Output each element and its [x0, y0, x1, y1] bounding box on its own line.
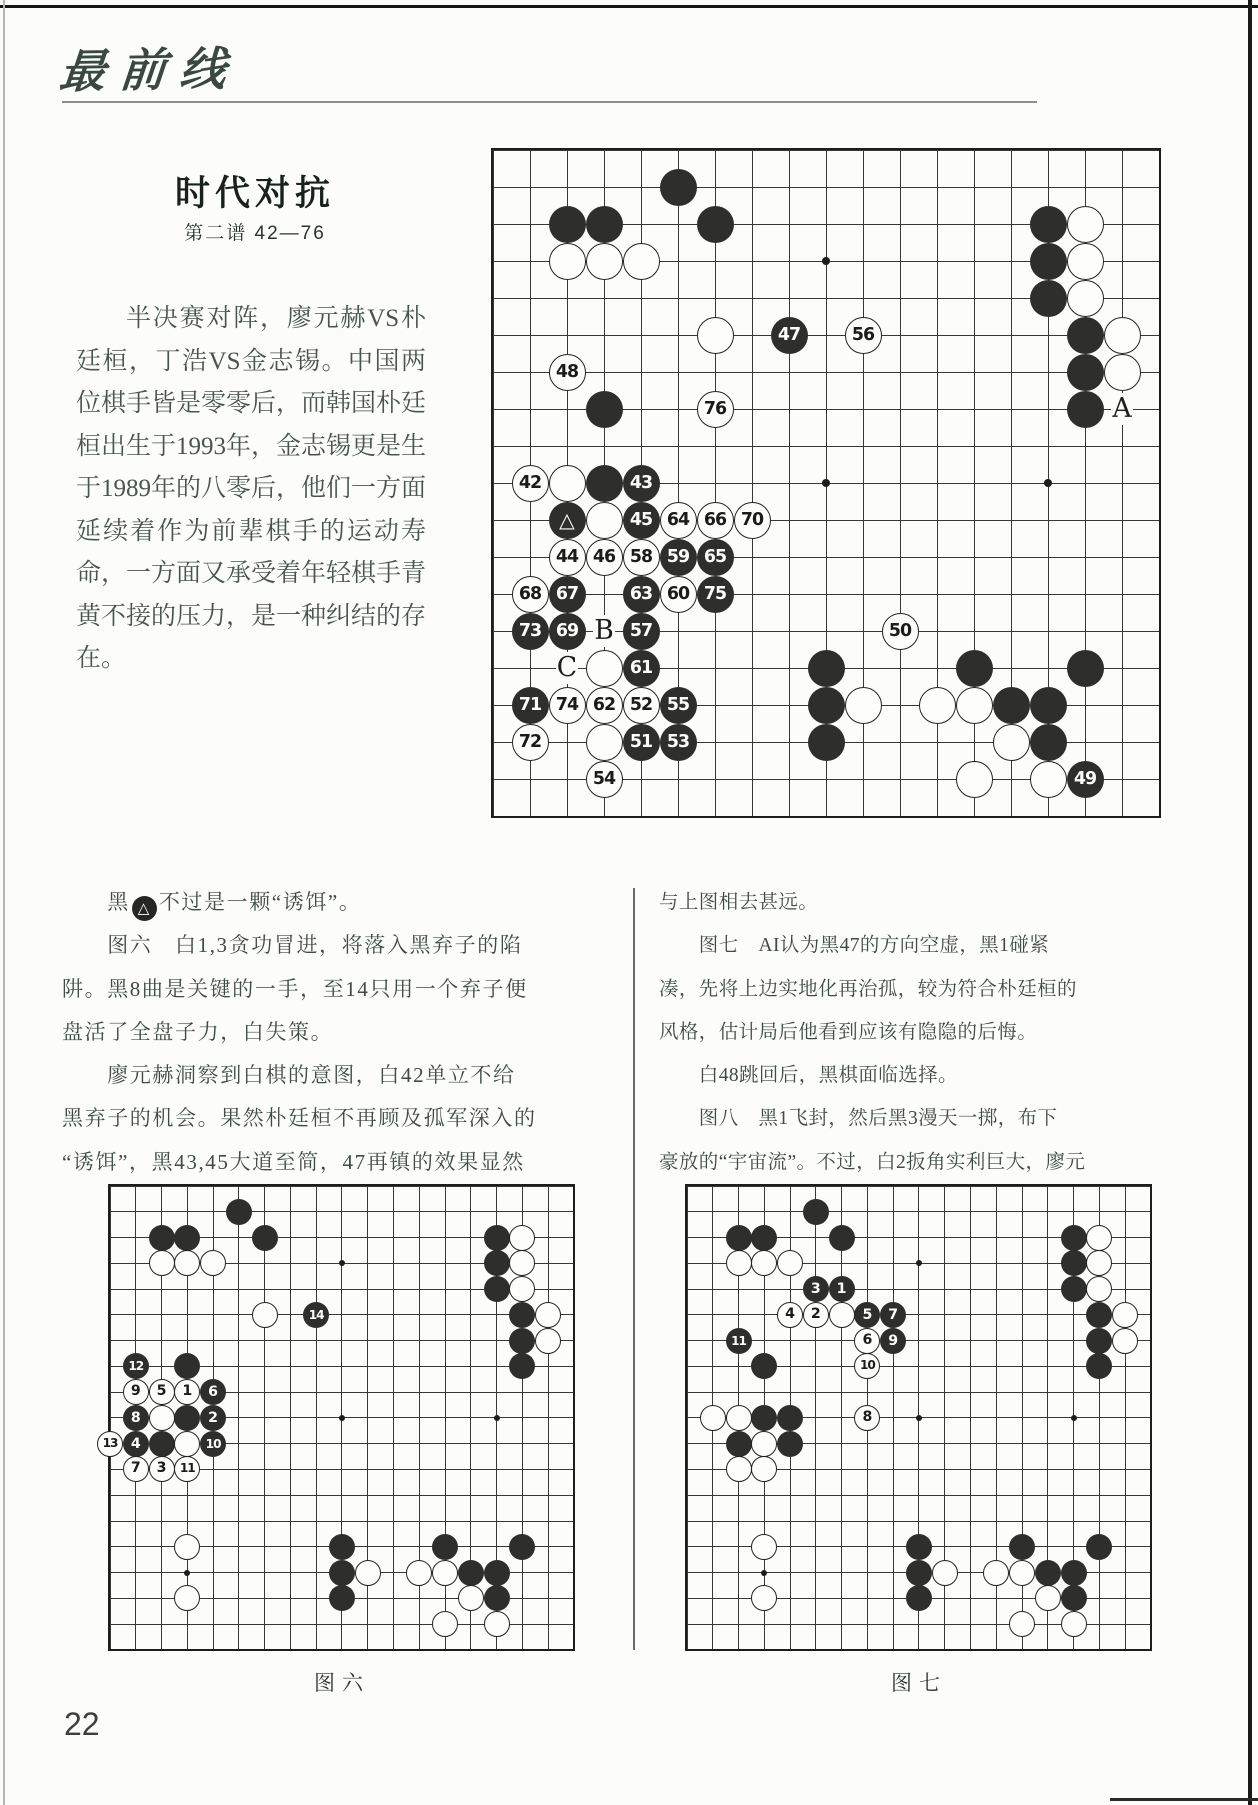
go-board-diagram6: [102, 1186, 574, 1650]
text-line: 图七 AI认为黑47的方向空虚，黑1碰紧: [659, 935, 1050, 957]
star-point: [1071, 1415, 1077, 1421]
black-stone-move-4: 4: [123, 1431, 149, 1457]
white-stone-move-54: 54: [586, 761, 623, 798]
white-stone-move-11: 11: [174, 1456, 200, 1482]
star-point: [761, 1570, 767, 1576]
white-stone: [983, 1560, 1009, 1586]
white-stone: [700, 1405, 726, 1431]
white-stone: [549, 465, 586, 502]
star-point: [822, 257, 830, 265]
white-stone-move-42: 42: [512, 465, 549, 502]
text-line-pre: 黑: [62, 890, 130, 914]
white-stone: [535, 1328, 561, 1354]
white-stone-move-8: 8: [854, 1405, 880, 1431]
white-stone: [932, 1560, 958, 1586]
white-stone: [252, 1302, 278, 1328]
white-stone: [751, 1534, 777, 1560]
white-stone-move-2: 2: [803, 1302, 829, 1328]
white-stone: [355, 1560, 381, 1586]
black-stone: [906, 1560, 932, 1586]
white-stone-move-64: 64: [660, 502, 697, 539]
white-stone: [1067, 243, 1104, 280]
scan-edge-top: [0, 5, 1258, 8]
black-stone: [726, 1431, 752, 1457]
white-stone-move-56: 56: [845, 317, 882, 354]
black-stone: [484, 1225, 510, 1251]
black-stone-triangle-marked: △: [549, 502, 586, 539]
black-stone: [1009, 1534, 1035, 1560]
white-stone-move-76: 76: [697, 391, 734, 428]
black-stone: [329, 1560, 355, 1586]
black-stone-move-55: 55: [660, 687, 697, 724]
black-stone: [174, 1225, 200, 1251]
black-stone: [226, 1199, 252, 1225]
black-stone: [1061, 1585, 1087, 1611]
black-stone-move-47: 47: [771, 317, 808, 354]
black-stone: [1086, 1302, 1112, 1328]
white-stone: [993, 724, 1030, 761]
white-stone: [586, 502, 623, 539]
white-stone-move-74: 74: [549, 687, 586, 724]
black-stone: [1086, 1534, 1112, 1560]
text-line: 阱。黑8曲是关键的一手，至14只用一个弃子便: [62, 976, 528, 1001]
white-stone: [586, 243, 623, 280]
black-stone: [1030, 206, 1067, 243]
white-stone: [751, 1431, 777, 1457]
white-stone-move-52: 52: [623, 687, 660, 724]
white-stone: [845, 687, 882, 724]
black-stone: [586, 206, 623, 243]
white-stone: [149, 1405, 175, 1431]
column-divider-line: [633, 888, 635, 1650]
black-stone: [484, 1585, 510, 1611]
text-line: 图六 白1,3贪功冒进，将落入黑弃子的陷: [62, 933, 523, 958]
page-title: 时代对抗: [174, 174, 335, 213]
caption-diagram7: 图七: [891, 1671, 947, 1695]
black-stone: [1030, 687, 1067, 724]
white-stone: [586, 650, 623, 687]
black-stone: [1030, 280, 1067, 317]
black-stone-move-75: 75: [697, 576, 734, 613]
white-stone-move-50: 50: [882, 613, 919, 650]
white-stone-move-72: 72: [512, 724, 549, 761]
black-stone-move-69: 69: [549, 613, 586, 650]
black-stone-move-2: 2: [200, 1405, 226, 1431]
white-stone-move-6: 6: [854, 1328, 880, 1354]
white-stone-move-10: 10: [854, 1353, 880, 1379]
page-number: 22: [64, 1706, 100, 1742]
black-stone: [549, 206, 586, 243]
white-stone: [484, 1611, 510, 1637]
white-stone-move-1: 1: [174, 1379, 200, 1405]
white-stone: [174, 1534, 200, 1560]
white-stone: [623, 243, 660, 280]
white-stone: [726, 1405, 752, 1431]
white-stone: [1030, 761, 1067, 798]
black-stone: [808, 724, 845, 761]
white-stone-move-13: 13: [97, 1431, 123, 1457]
white-stone: [458, 1585, 484, 1611]
black-stone: [803, 1199, 829, 1225]
white-stone: [1086, 1225, 1112, 1251]
black-stone-move-61: 61: [623, 650, 660, 687]
white-stone: [1112, 1328, 1138, 1354]
white-stone: [829, 1302, 855, 1328]
white-stone: [1104, 354, 1141, 391]
star-point: [184, 1570, 190, 1576]
go-board-diagram7: [687, 1186, 1151, 1650]
white-stone-move-9: 9: [123, 1379, 149, 1405]
text-line: 廖元赫洞察到白棋的意图，白42单立不给: [62, 1063, 516, 1088]
black-stone: [509, 1328, 535, 1354]
white-stone: [1061, 1611, 1087, 1637]
text-line-post: 不过是一颗“诱饵”。: [158, 890, 362, 914]
star-point: [494, 1415, 500, 1421]
white-stone: [1112, 1302, 1138, 1328]
white-stone: [956, 761, 993, 798]
black-stone: [586, 465, 623, 502]
star-point: [916, 1415, 922, 1421]
black-stone: [660, 169, 697, 206]
white-stone-move-5: 5: [149, 1379, 175, 1405]
black-stone: [1061, 1225, 1087, 1251]
white-stone: [174, 1431, 200, 1457]
text-line: “诱饵”，黑43,45大道至简，47再镇的效果显然: [62, 1149, 525, 1174]
black-stone-move-1: 1: [829, 1276, 855, 1302]
black-stone-move-45: 45: [623, 502, 660, 539]
black-stone-move-12: 12: [123, 1353, 149, 1379]
black-stone: [1067, 354, 1104, 391]
black-stone-move-59: 59: [660, 539, 697, 576]
text-line: 风格，估计局后他看到应该有隐隐的后悔。: [659, 1021, 1038, 1043]
black-stone-move-63: 63: [623, 576, 660, 613]
black-stone-move-57: 57: [623, 613, 660, 650]
white-stone: [1009, 1560, 1035, 1586]
black-stone: [777, 1405, 803, 1431]
white-stone-move-60: 60: [660, 576, 697, 613]
white-stone-move-44: 44: [549, 539, 586, 576]
black-stone: [252, 1225, 278, 1251]
go-board-main: [493, 150, 1159, 816]
white-stone: [549, 243, 586, 280]
black-stone: [1030, 243, 1067, 280]
black-stone-move-71: 71: [512, 687, 549, 724]
black-stone: [808, 687, 845, 724]
white-stone: [406, 1560, 432, 1586]
white-stone: [919, 687, 956, 724]
board-point-label-C: C: [556, 652, 578, 684]
black-stone-move-3: 3: [803, 1276, 829, 1302]
black-stone-move-53: 53: [660, 724, 697, 761]
black-stone: [1067, 317, 1104, 354]
white-stone: [1067, 280, 1104, 317]
black-stone: [1061, 1560, 1087, 1586]
white-stone-move-7: 7: [123, 1456, 149, 1482]
white-stone-move-46: 46: [586, 539, 623, 576]
white-stone: [432, 1560, 458, 1586]
board-point-label-A: A: [1112, 393, 1132, 425]
black-stone: [829, 1225, 855, 1251]
black-stone-move-5: 5: [854, 1302, 880, 1328]
black-stone-move-14: 14: [303, 1302, 329, 1328]
white-stone-move-3: 3: [149, 1456, 175, 1482]
intro-paragraph: 半决赛对阵，廖元赫VS朴廷桓，丁浩VS金志锡。中国两位棋手皆是零零后，而韩国朴廷桓出生于1993年，金志锡更是生于1989年的八零后，他们一方面延续着作为前辈棋手的运动寿命，一方面又承受着年轻棋手青黄不接的压力，是一种纠结的存在。: [76, 305, 427, 672]
black-stone-move-51: 51: [623, 724, 660, 761]
black-stone: [751, 1225, 777, 1251]
white-stone: [509, 1225, 535, 1251]
black-stone: [906, 1534, 932, 1560]
white-stone-move-66: 66: [697, 502, 734, 539]
scan-edge-bottom: [1110, 1798, 1258, 1801]
text-line: 凑，先将上边实地化再治孤，较为符合朴廷桓的: [659, 978, 1077, 1000]
black-stone: [484, 1276, 510, 1302]
white-stone: [535, 1302, 561, 1328]
black-stone: [697, 206, 734, 243]
white-stone-move-4: 4: [777, 1302, 803, 1328]
black-stone: [1061, 1276, 1087, 1302]
black-stone: [1035, 1560, 1061, 1586]
white-stone-move-68: 68: [512, 576, 549, 613]
black-stone-move-49: 49: [1067, 761, 1104, 798]
text-line: 图八 黑1飞封，然后黑3漫天一掷，布下: [659, 1108, 1058, 1130]
masthead-rule: [62, 101, 1037, 103]
white-stone-move-70: 70: [734, 502, 771, 539]
black-stone: [1067, 391, 1104, 428]
black-stone-move-11: 11: [726, 1328, 752, 1354]
black-stone: [458, 1560, 484, 1586]
board-point-label-B: B: [594, 615, 614, 647]
text-line: 与上图相去甚远。: [659, 892, 819, 913]
black-stone: [329, 1534, 355, 1560]
text-line: 黑弃子的机会。果然朴廷桓不再顾及孤军深入的: [62, 1106, 537, 1131]
triangle-stone-icon: △: [132, 896, 157, 921]
black-stone-move-10: 10: [200, 1431, 226, 1457]
star-point: [1044, 479, 1052, 487]
star-point: [339, 1415, 345, 1421]
text-line: 白48跳回后，黑棋面临选择。: [659, 1065, 958, 1087]
text-line: [62, 886, 537, 929]
black-stone: [993, 687, 1030, 724]
text-column-left: [62, 886, 537, 1189]
white-stone: [726, 1250, 752, 1276]
page-subtitle: 第二谱 42—76: [184, 223, 326, 244]
black-stone: [509, 1302, 535, 1328]
white-stone-move-58: 58: [623, 539, 660, 576]
black-stone: [149, 1431, 175, 1457]
black-stone: [808, 650, 845, 687]
black-stone: [777, 1431, 803, 1457]
white-stone: [697, 317, 734, 354]
caption-diagram6: 图六: [314, 1671, 370, 1695]
black-stone-move-65: 65: [697, 539, 734, 576]
scan-edge-right: [1248, 0, 1252, 1805]
black-stone: [509, 1534, 535, 1560]
white-stone: [586, 724, 623, 761]
black-stone: [484, 1250, 510, 1276]
text-line: 豪放的“宇宙流”。不过，白2扳角实利巨大，廖元: [659, 1151, 1086, 1173]
black-stone: [956, 650, 993, 687]
black-stone-move-7: 7: [880, 1302, 906, 1328]
white-stone: [149, 1250, 175, 1276]
white-stone: [432, 1611, 458, 1637]
white-stone: [956, 687, 993, 724]
text-line: 盘活了全盘子力，白失策。: [62, 1019, 334, 1044]
black-stone-move-67: 67: [549, 576, 586, 613]
white-stone: [1035, 1585, 1061, 1611]
black-stone: [432, 1534, 458, 1560]
white-stone: [1009, 1611, 1035, 1637]
black-stone: [1061, 1250, 1087, 1276]
black-stone: [1067, 650, 1104, 687]
white-stone-move-48: 48: [549, 354, 586, 391]
black-stone: [586, 391, 623, 428]
masthead-logo: 最前线: [57, 43, 243, 98]
white-stone: [1104, 317, 1141, 354]
white-stone: [1067, 206, 1104, 243]
black-stone-move-43: 43: [623, 465, 660, 502]
black-stone-move-73: 73: [512, 613, 549, 650]
black-stone-move-6: 6: [200, 1379, 226, 1405]
black-stone: [1086, 1328, 1112, 1354]
text-column-right: [659, 886, 1085, 1189]
scan-edge-left: [3, 0, 5, 1805]
white-stone-move-62: 62: [586, 687, 623, 724]
white-stone: [726, 1456, 752, 1482]
black-stone: [726, 1225, 752, 1251]
star-point: [822, 479, 830, 487]
black-stone-move-9: 9: [880, 1328, 906, 1354]
black-stone: [484, 1560, 510, 1586]
black-stone: [1030, 724, 1067, 761]
black-stone: [149, 1225, 175, 1251]
black-stone-move-8: 8: [123, 1405, 149, 1431]
